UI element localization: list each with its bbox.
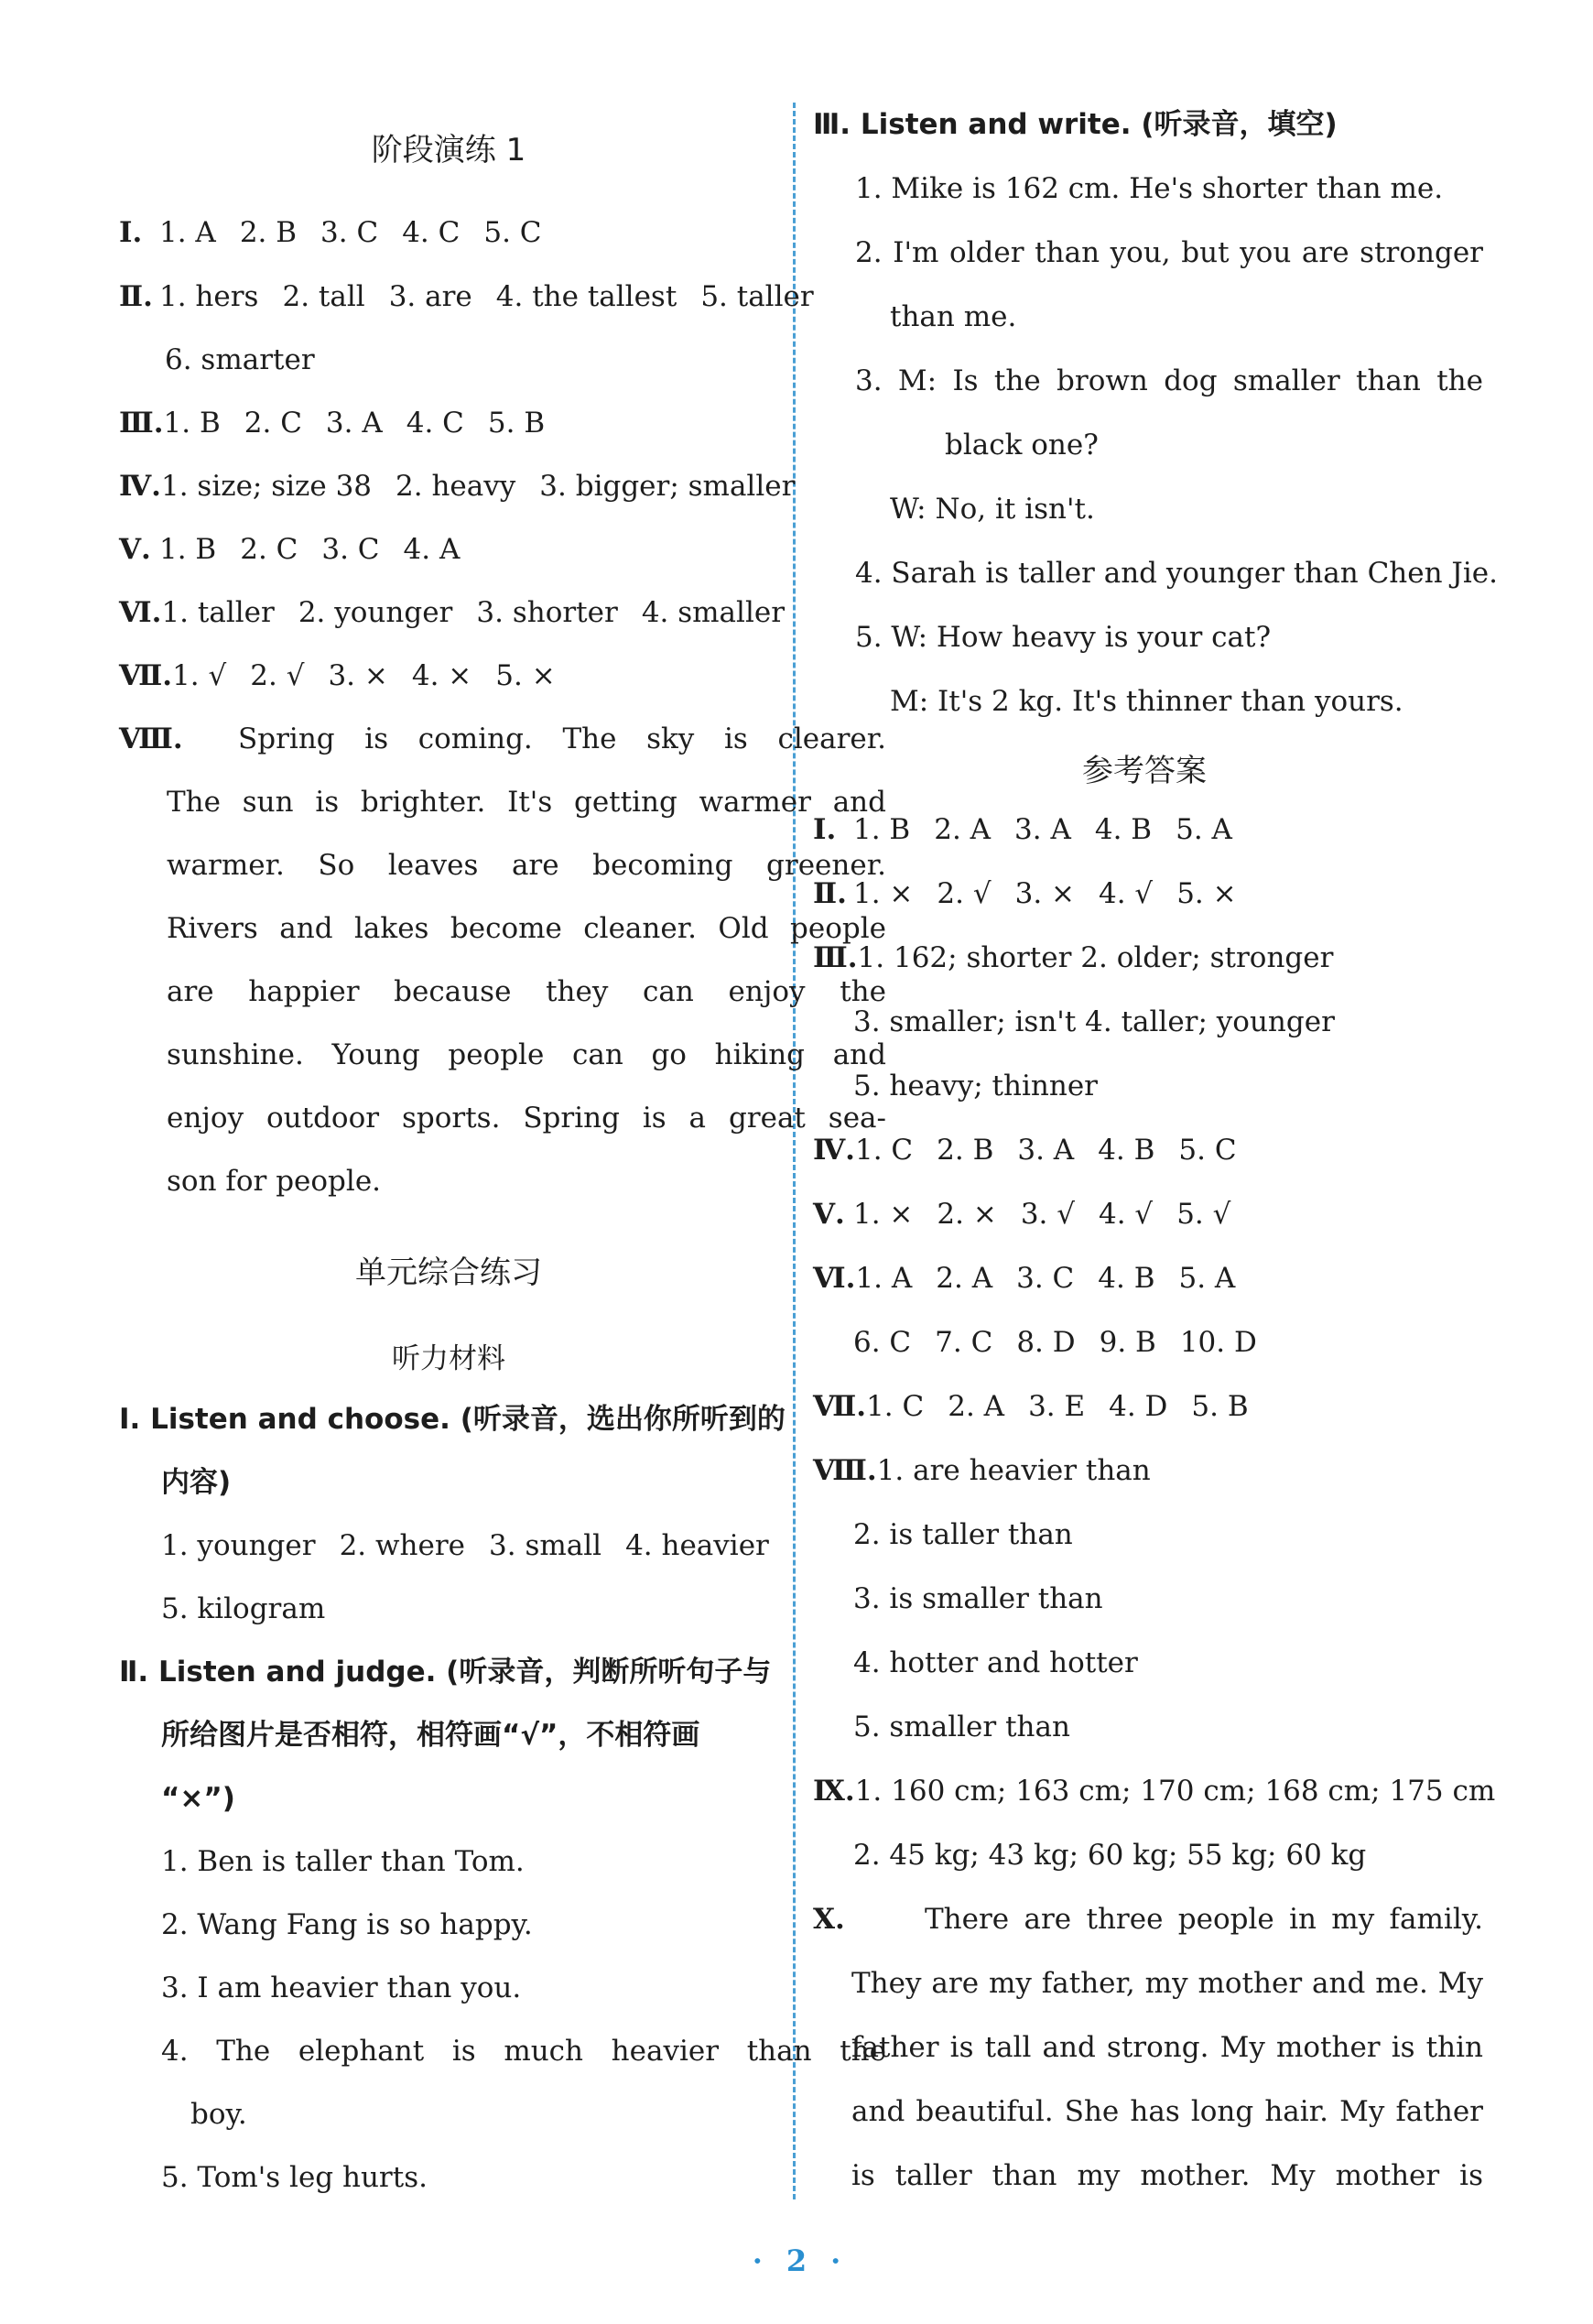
answer-item: 1. B	[159, 533, 217, 566]
listen-choose-heading-cont: 内容)	[161, 1466, 232, 1499]
listen-write-line: 3. M: Is the brown dog smaller than the	[855, 364, 1483, 397]
column-divider	[793, 103, 796, 2199]
answer-row-5: Ⅴ. 1. B 2. C 3. C 4. A	[119, 533, 461, 566]
section-title-stage-practice: 阶段演练 1	[371, 132, 526, 168]
answer-item: 1. B	[163, 407, 221, 440]
answer-item: 7. C	[935, 1326, 993, 1359]
answer-item: 2. C	[240, 533, 298, 566]
answer-item: 4. √	[1099, 877, 1154, 910]
answer-item: 2. heavy	[396, 470, 516, 503]
answer-item: 2. A	[936, 1262, 993, 1295]
answer-row-4: Ⅳ.1. size; size 38 2. heavy 3. bigger; smaller	[119, 470, 796, 503]
answer-item: 4. the tallest	[495, 280, 677, 313]
key-row-8: Ⅷ.1. are heavier than	[813, 1454, 1151, 1487]
answer-item: 3. ×	[328, 659, 388, 692]
answer-item: 5. C	[1178, 1134, 1237, 1167]
essay-line: father is tall and strong. My mother is thin	[851, 2031, 1483, 2064]
answer-item: 3. A	[1014, 813, 1071, 846]
listen-judge-heading-cont2: “×”)	[161, 1782, 235, 1815]
answer-item: 4. smaller	[641, 596, 786, 629]
answer-item: 1. taller	[161, 596, 275, 629]
listen-write-heading: Ⅲ. Listen and write. (听录音，填空)	[813, 108, 1338, 141]
answer-item: 4. C	[406, 407, 464, 440]
answer-item: 3. bigger; smaller	[539, 470, 796, 503]
answer-item: 1. C	[854, 1134, 914, 1167]
key-row-8-line: 2. is taller than	[853, 1518, 1073, 1551]
essay-line: Spring is coming. The sky is clearer.	[238, 722, 886, 755]
answer-item: 1. √	[172, 659, 227, 692]
key-row-9: Ⅸ.1. 160 cm; 163 cm; 170 cm; 168 cm; 175 cm	[813, 1775, 1496, 1808]
answer-item: 1. hers	[159, 280, 259, 313]
answer-item: 3. A	[1017, 1134, 1075, 1167]
subsection-title-listening: 听力材料	[392, 1342, 505, 1375]
answer-item: 3. E	[1028, 1390, 1086, 1423]
listen-choose-items	[161, 1527, 793, 1564]
answer-item: 5. B	[1191, 1390, 1249, 1423]
answer-item: 2. B	[239, 216, 298, 249]
essay-line: warmer. So leaves are becoming greener.	[167, 849, 886, 882]
answer-item: 2. √	[937, 877, 992, 910]
answer-item: 2. ×	[937, 1198, 997, 1231]
key-row-9-cont: 2. 45 kg; 43 kg; 60 kg; 55 kg; 60 kg	[853, 1839, 1367, 1872]
answer-item: 5. taller	[700, 280, 814, 313]
answer-row-3: Ⅲ.1. B 2. C 3. A 4. C 5. B	[119, 407, 546, 440]
essay-line: They are my father, my mother and me. My	[851, 1967, 1483, 2000]
answer-item: 4. ×	[411, 659, 472, 692]
answer-item: 5. A	[1178, 1262, 1236, 1295]
answer-item: 5. √	[1176, 1198, 1231, 1231]
key-row-1: Ⅰ. 1. B 2. A 3. A 4. B 5. A	[813, 813, 1232, 846]
answer-item: 4. √	[1099, 1198, 1154, 1231]
answer-item: 4. D	[1109, 1390, 1168, 1423]
listen-judge-line: 3. I am heavier than you.	[161, 1971, 522, 2004]
answer-item: 1. size; size 38	[160, 470, 373, 503]
answer-row-7: Ⅶ.1. √ 2. √ 3. × 4. × 5. ×	[119, 659, 556, 692]
page-number: · 2 ·	[752, 2243, 841, 2278]
answer-item: 3. C	[321, 533, 380, 566]
answer-item: 3. A	[325, 407, 383, 440]
answer-item: 1. A	[855, 1262, 913, 1295]
answer-item: 3. shorter	[476, 596, 618, 629]
listen-write-line: 1. Mike is 162 cm. He's shorter than me.	[855, 172, 1444, 205]
listen-write-line: than me.	[890, 300, 1017, 333]
answer-item: 3. C	[320, 216, 379, 249]
essay-line: Rivers and lakes become cleaner. Old people	[167, 912, 886, 945]
essay-line: enjoy outdoor sports. Spring is a great sea-	[167, 1102, 886, 1135]
answer-item: 3. C	[1016, 1262, 1075, 1295]
answer-row-6: Ⅵ.1. taller 2. younger 3. shorter 4. smaller	[119, 596, 786, 629]
listen-choose-item-5: 5. kilogram	[161, 1592, 326, 1625]
answer-row-2-cont: 6. smarter	[165, 343, 315, 376]
answer-item: 2. A	[948, 1390, 1005, 1423]
key-row-6-cont	[853, 1324, 1281, 1361]
key-row-6: Ⅵ.1. A 2. A 3. C 4. B 5. A	[813, 1262, 1236, 1295]
answer-item: 10. D	[1179, 1326, 1257, 1359]
answer-item: 4. B	[1098, 1134, 1155, 1167]
answer-item: 2. tall	[282, 280, 365, 313]
essay-line: are happier because they can enjoy the	[167, 975, 886, 1008]
answer-item: 1. A	[159, 216, 216, 249]
listen-judge-heading-cont: 所给图片是否相符，相符画“√”，不相符画	[161, 1719, 700, 1752]
key-row-8-line: 4. hotter and hotter	[853, 1646, 1138, 1679]
answer-item: 4. A	[403, 533, 461, 566]
section-title-unit-review: 单元综合练习	[355, 1254, 542, 1291]
key-row-4: Ⅳ.1. C 2. B 3. A 4. B 5. C	[813, 1134, 1237, 1167]
listen-write-line: 4. Sarah is taller and younger than Chen Jie.	[855, 557, 1498, 590]
answer-item: 2. A	[934, 813, 992, 846]
answer-item: 1. B	[853, 813, 911, 846]
answer-item: 2. C	[244, 407, 302, 440]
listen-judge-line: boy.	[190, 2098, 247, 2131]
essay-line: is taller than my mother. My mother is	[851, 2159, 1483, 2192]
answer-row-1: Ⅰ. 1. A 2. B 3. C 4. C 5. C	[119, 216, 542, 249]
answer-item: 2. √	[250, 659, 305, 692]
essay-line: sunshine. Young people can go hiking and	[167, 1038, 886, 1071]
listen-write-line: black one?	[945, 429, 1099, 462]
answer-item: 1. younger	[161, 1529, 316, 1562]
answer-item: 3. are	[388, 280, 472, 313]
listen-judge-heading: Ⅱ. Listen and judge. (听录音，判断所听句子与	[119, 1656, 772, 1689]
key-row-2: Ⅱ. 1. × 2. √ 3. × 4. √ 5. ×	[813, 877, 1237, 910]
listen-judge-line: 2. Wang Fang is so happy.	[161, 1908, 533, 1941]
key-row-8-line: 3. is smaller than	[853, 1582, 1103, 1615]
answer-item: 1. ×	[853, 877, 914, 910]
listen-write-line: 2. I'm older than you, but you are stronger	[855, 236, 1483, 269]
listen-judge-line: 4. The elephant is much heavier than the	[161, 2035, 886, 2068]
answer-item: 4. B	[1094, 813, 1153, 846]
answer-item: 5. B	[487, 407, 546, 440]
answer-item: 4. B	[1098, 1262, 1155, 1295]
answer-item: 5. C	[483, 216, 542, 249]
answer-item: 5. ×	[495, 659, 556, 692]
essay-line: The sun is brighter. It's getting warmer and	[167, 786, 886, 819]
answer-row-8-label: Ⅷ.	[119, 722, 183, 755]
answer-item: 8. D	[1016, 1326, 1076, 1359]
answer-item: 2. where	[339, 1529, 466, 1562]
essay-line: and beautiful. She has long hair. My father	[851, 2095, 1483, 2128]
answer-item: 4. heavier	[625, 1529, 769, 1562]
answer-item: 2. B	[937, 1134, 994, 1167]
section-title-answers: 参考答案	[1082, 753, 1207, 789]
listen-write-line: W: No, it isn't.	[890, 493, 1095, 526]
key-row-10: Ⅹ.	[813, 1903, 845, 1936]
listen-judge-line: 1. Ben is taller than Tom.	[161, 1845, 525, 1878]
listen-choose-heading: Ⅰ. Listen and choose. (听录音，选出你所听到的	[119, 1403, 786, 1436]
key-row-5: Ⅴ. 1. × 2. × 3. √ 4. √ 5. √	[813, 1198, 1231, 1231]
key-row-3-cont: 3. smaller; isn't 4. taller; younger	[853, 1005, 1335, 1038]
answer-item: 4. C	[402, 216, 461, 249]
answer-item: 3. ×	[1014, 877, 1075, 910]
answer-item: 2. younger	[298, 596, 453, 629]
answer-item: 3. √	[1020, 1198, 1075, 1231]
key-row-8-line: 5. smaller than	[853, 1710, 1070, 1743]
key-row-3-cont2: 5. heavy; thinner	[853, 1070, 1098, 1102]
answer-row-2: Ⅱ. 1. hers 2. tall 3. are 4. the tallest 5. taller	[119, 280, 814, 313]
answer-item: 3. small	[489, 1529, 602, 1562]
essay-line: There are three people in my family.	[925, 1903, 1483, 1936]
answer-item: 5. ×	[1176, 877, 1237, 910]
answer-item: 1. C	[866, 1390, 925, 1423]
essay-line: son for people.	[167, 1165, 382, 1198]
key-row-3: Ⅲ.1. 162; shorter 2. older; stronger	[813, 941, 1334, 974]
answer-item: 9. B	[1099, 1326, 1156, 1359]
listen-judge-line: 5. Tom's leg hurts.	[161, 2161, 428, 2194]
answer-item: 6. C	[853, 1326, 912, 1359]
listen-write-line: M: It's 2 kg. It's thinner than yours.	[890, 685, 1403, 718]
answer-item: 5. A	[1176, 813, 1232, 846]
key-row-7: Ⅶ.1. C 2. A 3. E 4. D 5. B	[813, 1390, 1249, 1423]
answer-item: 1. ×	[853, 1198, 914, 1231]
listen-write-line: 5. W: How heavy is your cat?	[855, 621, 1272, 654]
